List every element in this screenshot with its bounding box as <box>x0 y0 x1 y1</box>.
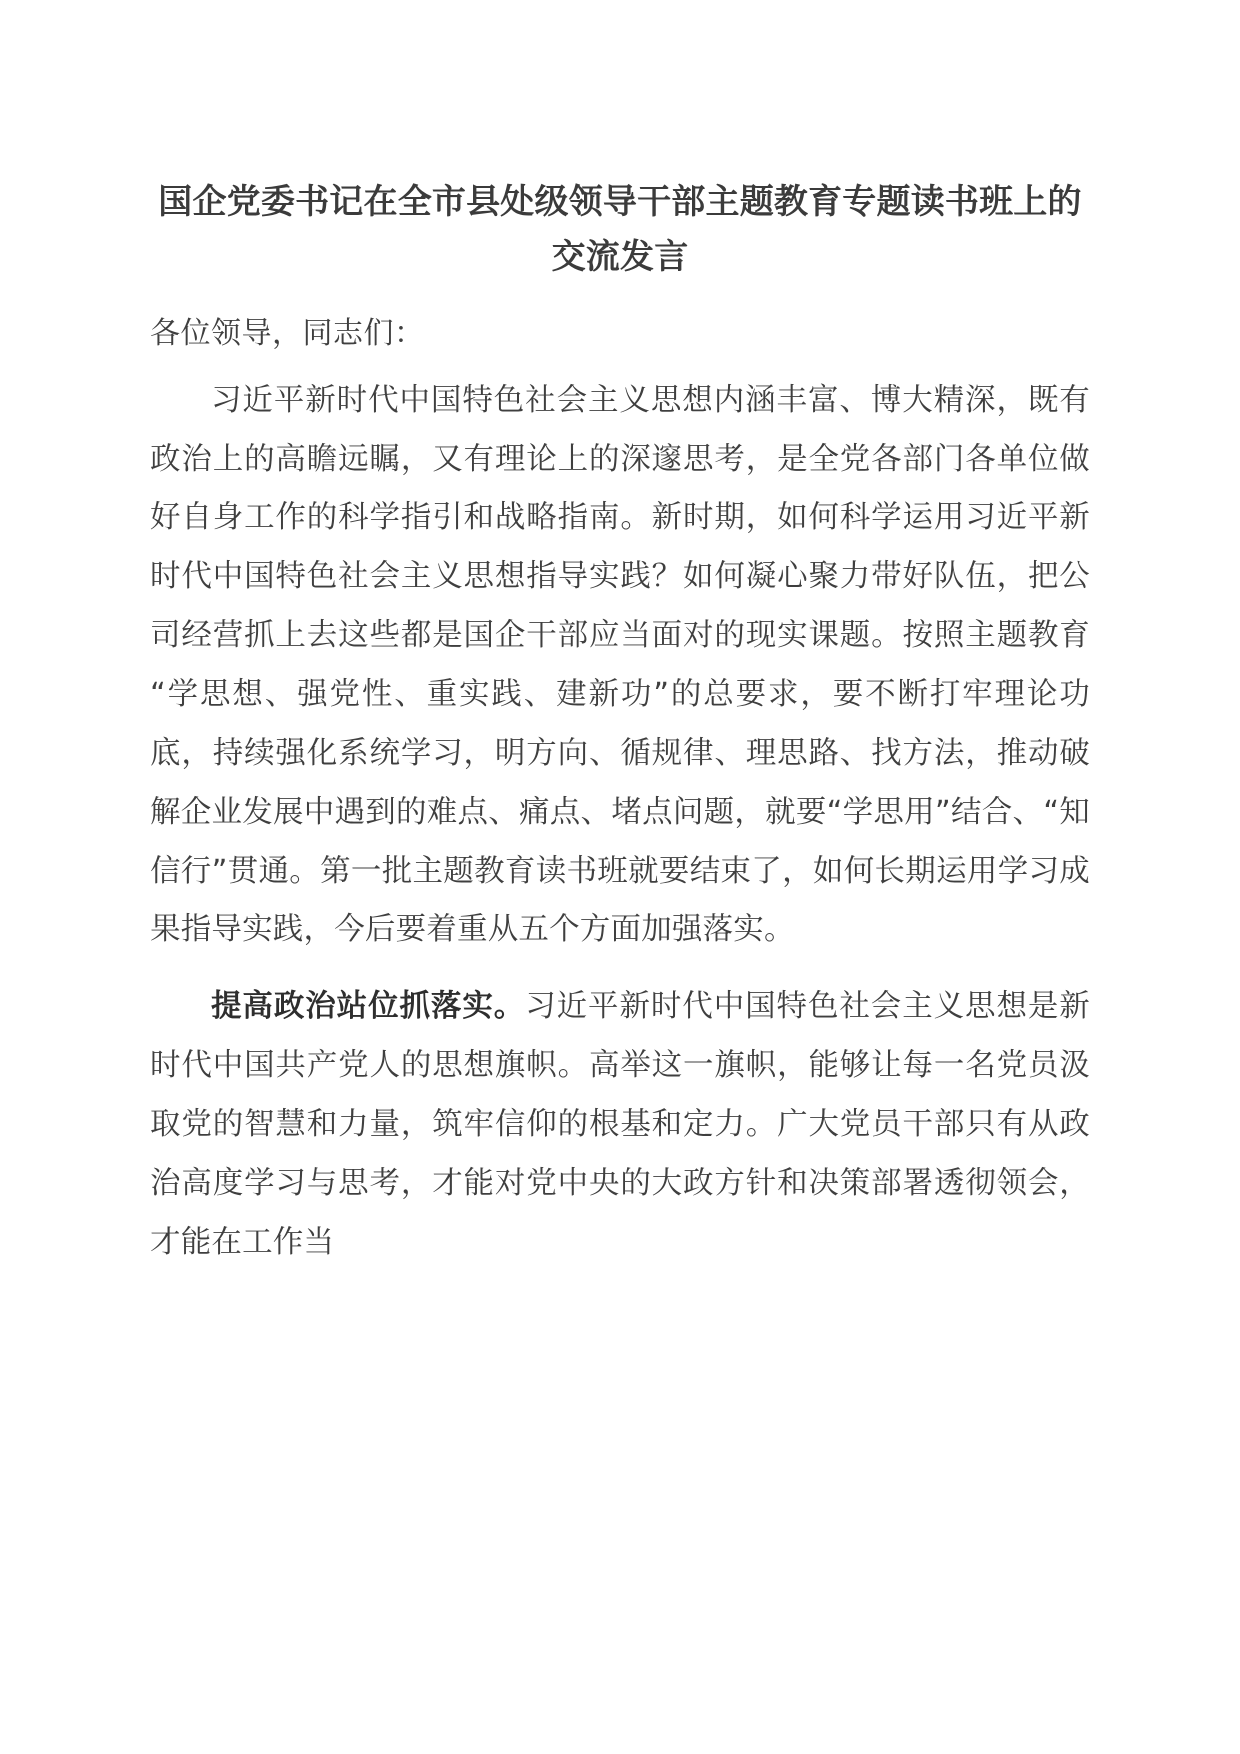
paragraph-2-lead-in: 提高政治站位抓落实。 <box>211 989 526 1025</box>
document-title-line-2: 上的交流发言 <box>551 182 1082 278</box>
body-paragraph-1 <box>150 372 1090 961</box>
document-title-line-1: 国企党委书记在全市县处级领导干部主题教育专题读书班 <box>158 182 1014 222</box>
paragraph-spacer <box>150 962 1090 978</box>
paragraph-2-text: 习近平新时代中国特色社会主义思想是新时代中国共产党人的思想旗帜。高举这一旗帜，能够让每一名党员汲取党的智慧和力量，筑牢信仰的根基和定力。广大党员干部只有从政治高度学习与思考，才能对党中央的大政方针和决策部署透彻领会，才能在工作当 <box>150 989 1090 1260</box>
paragraph-1-text: 习近平新时代中国特色社会主义思想内涵丰富、博大精深，既有政治上的高瞻远瞩，又有理论上的深邃思考，是全党各部门各单位做好自身工作的科学指引和战略指南。新时期，如何科学运用习近平新时代中国特色社会主义思想指导实践？如何凝心聚力带好队伍，把公司经营抓上去这些都是国企干部应当面对的现实课题。按照主题教育“学思想、强党性、重实践、建新功”的总要求，要不断打牢理论功底，持续强化系统学习，明方向、循规律、理思路、找方法，推动破解企业发展中遇到的难点、痛点、堵点问题，就要“学思用”结合、“知信行”贯通。第一批主题教育读书班就要结束了，如何长期运用学习成果指导实践，今后要着重从五个方面加强落实。 <box>150 382 1090 948</box>
salutation-line: 各位领导，同志们： <box>150 316 425 352</box>
body-paragraph-2 <box>150 978 1090 1272</box>
document-title <box>150 175 1090 285</box>
